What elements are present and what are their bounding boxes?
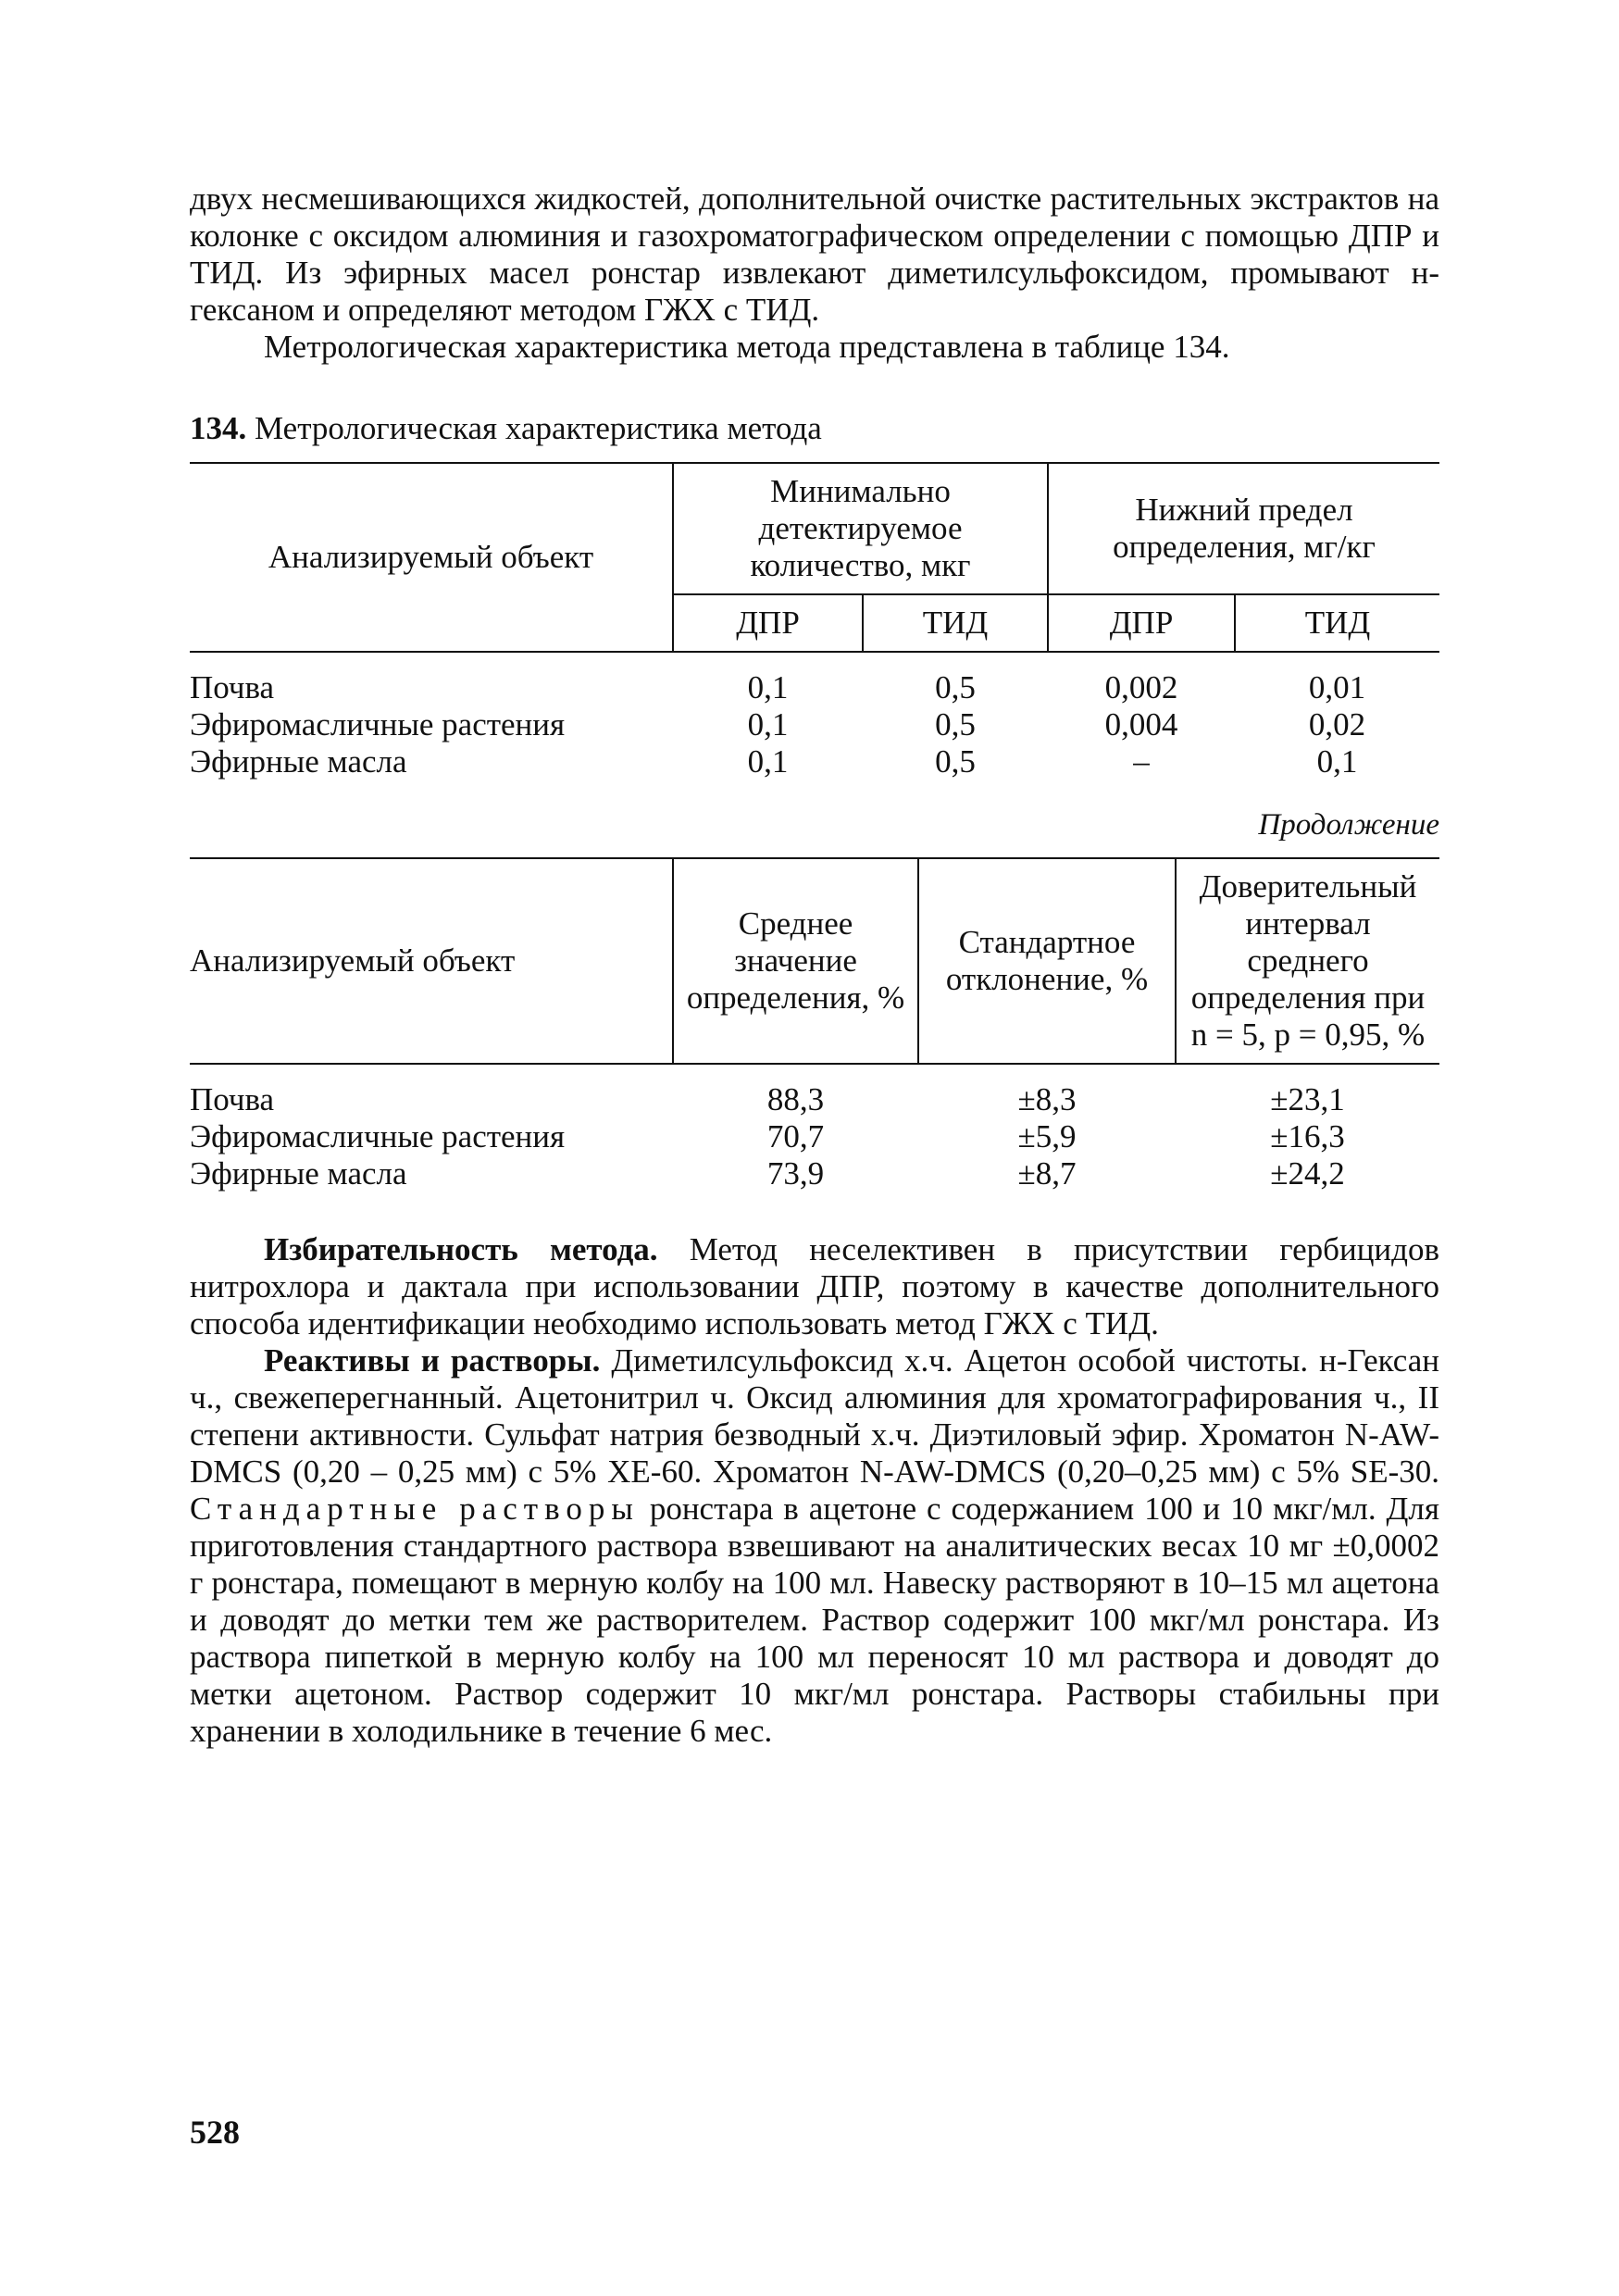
header-std: Стандартное отклонение, % [918,858,1176,1064]
table-row [190,743,1439,780]
header-object: Анализируемый объект [190,463,673,652]
subheader-min-tid: ТИД [863,594,1048,652]
selectivity-heading: Избирательность метода. [264,1231,658,1267]
page-content [190,181,1439,1750]
intro-paragraph-2: Метрологическая характеристика метода представлена в таблице 134. [264,329,1230,365]
cell-std: ±8,3 [1017,1081,1077,1117]
intro-paragraph-1: двух несмешивающихся жидкостей, дополнительной очистке растительных экстрактов на колонке с оксидом алюминия и газохроматографическом определении с помощью ДПР и ТИД. Из эфирных масел ронстар извлекают диметилсульфоксидом, промывают н-гексаном и определяют методом ГЖХ с ТИД. [190,181,1439,328]
row-name: Почва [190,1081,275,1117]
reagents-paragraph [190,1342,1439,1750]
cell-mean: 73,9 [766,1155,825,1192]
cell-confidence: ±16,3 [1270,1118,1345,1154]
cell-limit-dpr: 0,004 [1104,706,1178,742]
reagents-text-2: ронстара в ацетоне с содержанием 100 и 10 мкг/мл. Для приготовления стандартного раствора взвешивают на аналитических весах 10 мг ±0,0002 г ронстара, помещают в мерную колбу на 100 мл. Навеску растворяют в 10–15 мл ацетона и доводят до метки тем же растворителем. Раствор содержит 100 мкг/мл ронстара. Из раствора пипеткой в мерную колбу на 100 мл переносят 10 мл раствора и доводят до метки ацетоном. Раствор содержит 10 мкг/мл ронстара. Растворы стабильны при хранении в холодильнике в течение 6 мес. [190,1491,1439,1749]
row-name: Эфирные масла [190,743,407,780]
selectivity-paragraph [190,1231,1439,1342]
cell-limit-dpr: – [1133,743,1150,780]
table-row [190,1155,1439,1192]
reagents-heading: Реактивы и растворы. [264,1342,601,1379]
subheader-limit-dpr: ДПР [1048,594,1235,652]
page-number: 528 [190,2114,240,2151]
header-min-detectable: Минимально детектируемое количество, мкг [673,463,1048,594]
header-object: Анализируемый объект [190,858,673,1064]
table-title: Метрологическая характеристика метода [255,410,822,446]
reagents-text-1: Диметилсульфоксид х.ч. Ацетон особой чистоты. н-Гексан ч., свежеперегнанный. Ацетонитрил ч. Оксид алюминия для хроматографирования ч., II степени активности. Сульфат натрия безводный х.ч. Диэтиловый эфир. Хроматон N-AW-DMCS (0,20 – 0,25 мм) с 5% XE-60. Хроматон N-AW-DMCS (0,20–0,25 мм) с 5% SE-30. [190,1342,1439,1490]
table-134-caption [190,410,1439,447]
cell-limit-tid: 0,1 [1316,743,1358,780]
cell-min-dpr: 0,1 [747,743,789,780]
table-row [190,1118,1439,1155]
row-name: Эфиромасличные растения [190,706,566,742]
subheader-limit-tid: ТИД [1235,594,1439,652]
continuation-label: Продолжение [1258,808,1439,842]
metrology-table-1 [190,462,1439,780]
cell-confidence: ±23,1 [1270,1081,1345,1117]
standard-solutions-term: Стандартные растворы [190,1491,640,1527]
row-name: Эфиромасличные растения [190,1118,566,1154]
subheader-min-dpr: ДПР [673,594,863,652]
cell-mean: 88,3 [766,1081,825,1117]
header-mean: Среднее значение определения, % [673,858,918,1064]
table-row [190,706,1439,743]
table-row [190,1064,1439,1118]
row-name: Почва [190,669,275,705]
cell-min-tid: 0,5 [935,743,976,780]
row-name: Эфирные масла [190,1155,407,1192]
table-row [190,652,1439,706]
cell-min-tid: 0,5 [935,669,976,705]
cell-min-dpr: 0,1 [747,706,789,742]
header-lower-limit: Нижний предел определения, мг/кг [1048,463,1439,594]
table-number: 134. [190,410,247,446]
selectivity-text: Метод неселективен в присутствии гербицидов нитрохлора и дактала при использовании ДПР, поэтому в качестве дополнительного способа идентификации необходимо использовать метод ГЖХ с ТИД. [190,1231,1439,1341]
cell-limit-dpr: 0,002 [1104,669,1178,705]
cell-min-dpr: 0,1 [747,669,789,705]
cell-min-tid: 0,5 [935,706,976,742]
cell-std: ±8,7 [1017,1155,1077,1192]
metrology-table-2 [190,857,1439,1192]
cell-mean: 70,7 [766,1118,825,1154]
cell-std: ±5,9 [1017,1118,1077,1154]
cell-limit-tid: 0,02 [1308,706,1366,742]
cell-confidence: ±24,2 [1270,1155,1345,1192]
header-confidence: Доверительный интервал среднего определения при n = 5, p = 0,95, % [1176,858,1439,1064]
cell-limit-tid: 0,01 [1308,669,1366,705]
